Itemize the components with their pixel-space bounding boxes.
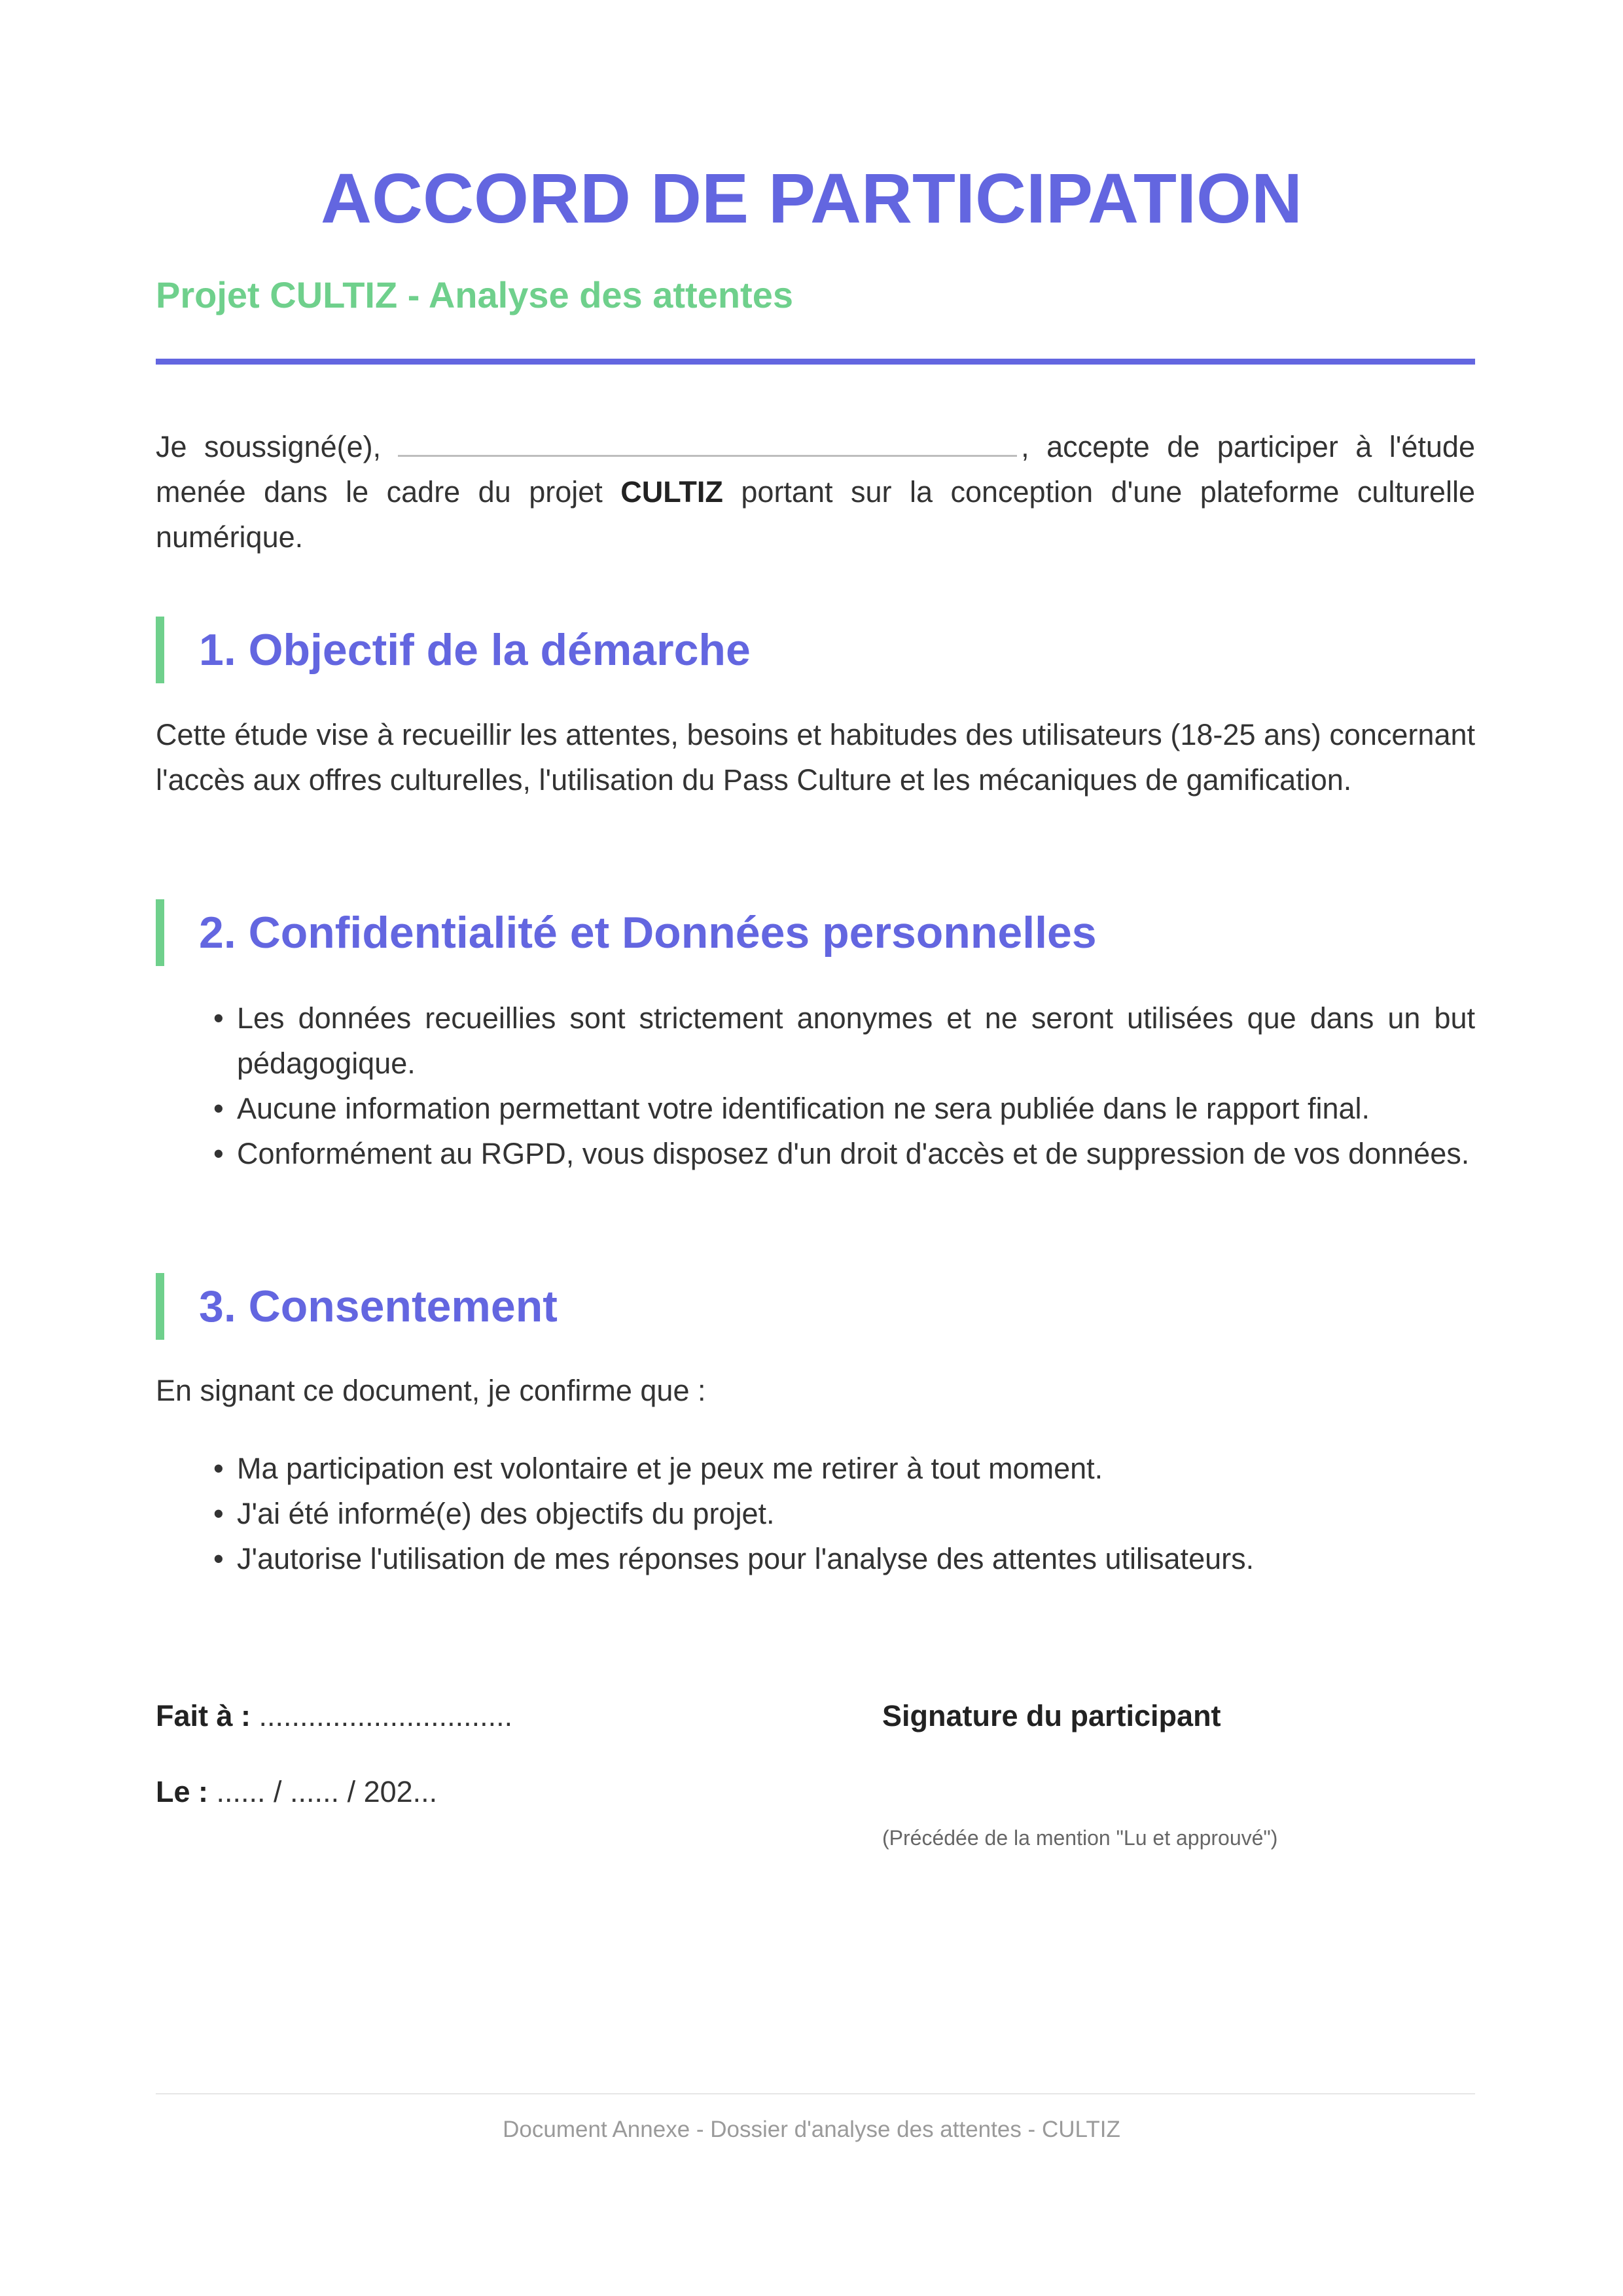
section-1-text: Cette étude vise à recueillir les attentes, besoins et habitudes des utilisateurs (18-25 ans) concernant l'accès aux offres culturelles, l'utilisation du Pass Culture et les mécaniques de gamification. (156, 718, 1475, 797)
signature-note: (Précédée de la mention "Lu et approuvé") (882, 1826, 1278, 1850)
title-divider (156, 359, 1475, 365)
document-title: ACCORD DE PARTICIPATION (321, 158, 1302, 238)
footer-text: Document Annexe - Dossier d'analyse des attentes - CULTIZ (503, 2117, 1120, 2142)
document-subtitle: Projet CULTIZ - Analyse des attentes (156, 274, 793, 315)
section-title: 2. Confidentialité et Données personnelles (199, 908, 1097, 958)
date-label: Le : (156, 1775, 209, 1808)
section-2-heading (156, 899, 1097, 966)
section-title: 3. Consentement (199, 1282, 558, 1331)
footer-divider (156, 2093, 1475, 2094)
bullet-icon: • (213, 1092, 224, 1125)
intro-after-blank: , accepte de participer à l'étude menée dans le cadre du projet (156, 430, 1475, 509)
list-item: • Ma participation est volontaire et je peux me retirer à tout moment. (213, 1446, 1475, 1491)
list-item: • Aucune information permettant votre identification ne sera publiée dans le rapport final. (213, 1086, 1475, 1131)
bullet-icon: • (213, 1497, 224, 1530)
intro-paragraph (156, 424, 1475, 560)
bullet-icon: • (213, 1452, 224, 1485)
date-value: ...... / ...... / 202... (216, 1775, 438, 1808)
list-item: • J'autorise l'utilisation de mes réponses pour l'analyse des attentes utilisateurs. (213, 1536, 1475, 1581)
section-1-heading (156, 617, 751, 683)
date-field[interactable] (156, 1775, 437, 1809)
confidentiality-list (213, 996, 1475, 1176)
section-title: 1. Objectif de la démarche (199, 625, 751, 675)
consent-list (213, 1446, 1475, 1581)
place-value: ............................... (259, 1699, 513, 1732)
section-3-heading (156, 1273, 558, 1340)
list-item: • J'ai été informé(e) des objectifs du projet. (213, 1491, 1475, 1536)
intro-suffix: portant sur la conception d'une plateforme culturelle numérique. (156, 475, 1475, 554)
place-label: Fait à : (156, 1699, 251, 1732)
consent-intro: En signant ce document, je confirme que : (156, 1374, 706, 1407)
list-item: • Les données recueillies sont strictement anonymes et ne seront utilisées que dans un but pédagogique. (213, 996, 1475, 1086)
place-field[interactable] (156, 1699, 512, 1733)
bullet-icon: • (213, 1137, 224, 1170)
intro-prefix: Je soussigné(e), (156, 430, 382, 463)
list-item: • Conformément au RGPD, vous disposez d'un droit d'accès et de suppression de vos données. (213, 1131, 1475, 1176)
signature-title: Signature du participant (882, 1699, 1221, 1732)
name-blank-field[interactable] (398, 433, 1017, 457)
bullet-icon: • (213, 1542, 224, 1575)
section-accent-bar (156, 1273, 164, 1340)
intro-project-name: CULTIZ (620, 475, 723, 509)
section-accent-bar (156, 899, 164, 966)
bullet-icon: • (213, 1001, 224, 1035)
section-accent-bar (156, 617, 164, 683)
